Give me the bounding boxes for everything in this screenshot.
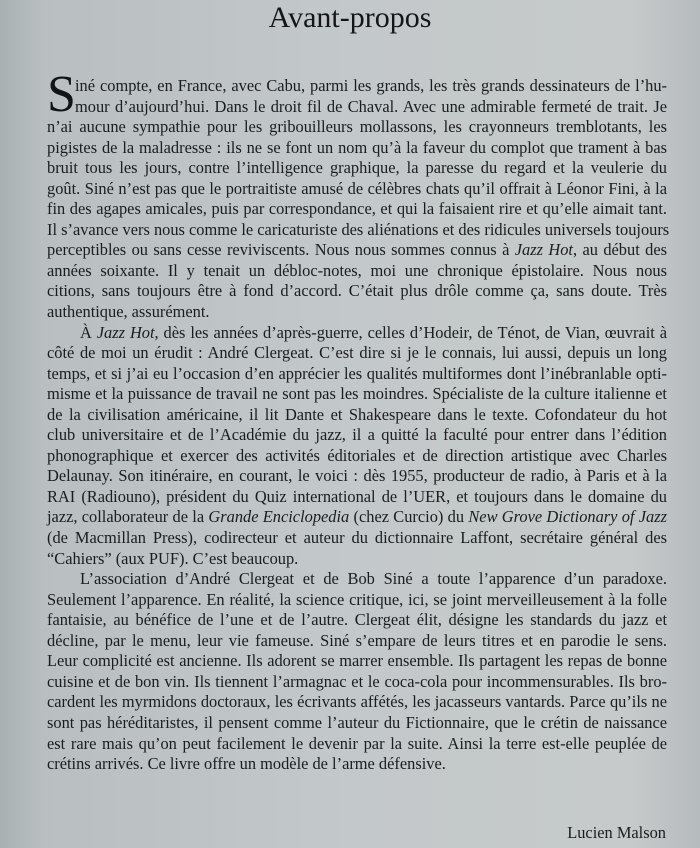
text-run: (chez Curcio) du bbox=[349, 507, 469, 527]
text-line bbox=[47, 425, 667, 446]
paragraph bbox=[47, 76, 670, 323]
text-line bbox=[47, 179, 667, 200]
paragraph bbox=[47, 323, 667, 570]
text-line bbox=[47, 240, 667, 261]
text-line bbox=[47, 569, 667, 590]
text-line bbox=[47, 734, 667, 755]
text-run: Seulement l’apparence. En réalité, la science critique, ici, se joint merveilleusement à la folle bbox=[47, 589, 667, 609]
text-run: phonographique et exercer des activités éditoriales et de direction artistique avec Charles bbox=[47, 445, 667, 465]
drop-cap: S bbox=[47, 66, 76, 123]
text-run: décline, par le menu, leur vie fameuse. Siné s’empare de leurs titres et en parodie le sens. bbox=[47, 630, 667, 650]
text-line bbox=[47, 364, 667, 385]
text-line bbox=[47, 97, 667, 118]
foreword-body bbox=[47, 66, 670, 775]
page-title: Avant-propos bbox=[268, 1, 432, 34]
text-line bbox=[47, 343, 667, 364]
text-run: jazz, collaborateur de la bbox=[47, 507, 209, 527]
text-run: misme et la puissance de travail ne sont pas les moindres. Spécialiste de la culture italienne et bbox=[47, 384, 667, 404]
text-run: , dès les années d’après-guerre, celles d’Hodeir, de Ténot, de Vian, œuvrait à bbox=[154, 322, 668, 342]
text-run: mour d’aujourd’hui. Dans le droit fil de Chaval. Avec une admirable fermeté de trait. Je bbox=[75, 96, 667, 116]
text-line bbox=[47, 672, 667, 693]
italic-title: Jazz Hot bbox=[514, 240, 573, 260]
text-run: pigistes de la maladresse : ils ne se font un nom qu’à la faveur du complot que trament à bas bbox=[47, 137, 667, 157]
author-signature: Lucien Malson bbox=[567, 823, 666, 842]
text-run: Il s’avance vers nous comme le caricaturiste des aliénations et des ridicules universels toujours bbox=[47, 219, 670, 239]
text-line bbox=[47, 261, 667, 282]
text-run: années soixante. Il y tenait un débloc-notes, moi une chronique épistolaire. Nous nous bbox=[47, 260, 667, 280]
text-line bbox=[47, 117, 667, 138]
text-run: fin des agapes amicales, puis par correspondance, et qui la faisaient rire et qu’elle aimait tant. bbox=[47, 199, 667, 219]
text-run: club universitaire et de l’Académie du jazz, il a quitté la faculté pour entrer dans l’édition bbox=[47, 425, 667, 445]
text-line bbox=[47, 219, 670, 241]
text-run: de la civilisation américaine, il lit Dante et Shakespeare dans le texte. Cofondateur du hot bbox=[47, 404, 667, 424]
text-run: (de Macmillan Press), codirecteur et auteur du dictionnaire Laffont, secrétaire général des bbox=[47, 528, 667, 548]
text-line bbox=[47, 446, 667, 467]
text-run: cardent les myrmidons doctoraux, les écrivants affétés, les jacasseurs vantards. Parce qu’ils ne bbox=[47, 692, 667, 712]
italic-title: Jazz Hot bbox=[96, 322, 155, 342]
text-run: iné compte, en France, avec Cabu, parmi les grands, les très grands dessinateurs de l’hu- bbox=[75, 76, 667, 95]
text-run: citions, sans toujours être à fond d’accord. C’était plus drôle comme ça, sans doute. Très bbox=[47, 281, 667, 301]
text-run: est rare mais qu’on peut facilement le devenir par la suite. Ainsi la terre est-elle peuplée de bbox=[47, 733, 667, 753]
text-run: bruit tous les jours, contre l’intelligence graphique, la paresse du regard et la veulerie du bbox=[47, 158, 667, 178]
text-line bbox=[47, 76, 667, 97]
paragraph bbox=[47, 569, 667, 774]
text-line bbox=[47, 692, 667, 713]
text-run: fantaisie, au bénéfice de l’une et de l’autre. Clergeat élit, désigne les standards du jazz et bbox=[47, 610, 667, 630]
text-line bbox=[47, 754, 667, 775]
text-run: temps, et si j’ai eu l’occasion d’en apprécier les qualités multiformes dont l’inébranlable opti- bbox=[47, 363, 667, 383]
text-run: Delaunay. Son itinéraire, en courant, le voici : dès 1955, producteur de radio, à Paris et à la bbox=[47, 466, 667, 486]
text-run: crétins arrivés. Ce livre offre un modèle de l’arme défensive. bbox=[47, 754, 446, 774]
text-run: cuisine et de bon vin. Ils tiennent l’armagnac et le coca-cola pour incommensurables. Ils bro- bbox=[47, 671, 667, 691]
text-line bbox=[47, 323, 667, 344]
text-line bbox=[47, 590, 667, 611]
text-line bbox=[47, 302, 667, 323]
text-line bbox=[47, 651, 667, 672]
italic-title: New Grove Dictionary of Jazz bbox=[468, 507, 668, 527]
text-line bbox=[47, 466, 667, 487]
text-run: n’ai aucune sympathie pour les gribouilleurs mollassons, les crayonneurs tremblotants, les bbox=[47, 117, 667, 137]
italic-title: Grande Enciclopedia bbox=[208, 507, 350, 527]
text-line bbox=[47, 610, 667, 631]
text-run: , au début des bbox=[572, 240, 667, 260]
text-run: Leur complicité est ancienne. Ils adorent se marrer ensemble. Ils partagent les repas de bonne bbox=[47, 651, 667, 671]
text-line bbox=[47, 405, 667, 426]
text-run: À bbox=[80, 322, 97, 342]
text-line bbox=[47, 138, 667, 159]
text-run: goût. Siné n’est pas que le portraitiste amusé de célèbres chats qu’il offrait à Léonor Fini, à la bbox=[47, 178, 667, 198]
text-line bbox=[47, 158, 667, 179]
text-run: “Cahiers” (aux PUF). C’est beaucoup. bbox=[47, 548, 299, 568]
text-line bbox=[47, 281, 667, 302]
text-line bbox=[47, 384, 667, 405]
text-run: perceptibles ou sans cesse reviviscents. Nous nous sommes connus à bbox=[47, 240, 515, 260]
text-run: L’association d’André Clergeat et de Bob Siné a toute l’apparence d’un paradoxe. bbox=[80, 569, 667, 589]
text-line bbox=[47, 507, 667, 528]
text-line bbox=[47, 199, 667, 220]
text-line bbox=[47, 528, 667, 549]
text-line bbox=[47, 631, 667, 652]
text-run: sont pas héréditaristes, il pensent comme l’auteur du Fictionnaire, que le crétin de naissance bbox=[47, 712, 667, 732]
text-line bbox=[47, 713, 667, 734]
text-line bbox=[47, 487, 667, 508]
text-run: côté de moi un érudit : André Clergeat. C’est dire si je le connais, lui aussi, depuis un long bbox=[47, 343, 667, 363]
text-run: RAI (Radiouno), président du Quiz international de l’UER, et toujours dans le domaine du bbox=[47, 486, 667, 506]
text-line bbox=[47, 549, 667, 570]
text-run: authentique, assurément. bbox=[47, 302, 210, 322]
